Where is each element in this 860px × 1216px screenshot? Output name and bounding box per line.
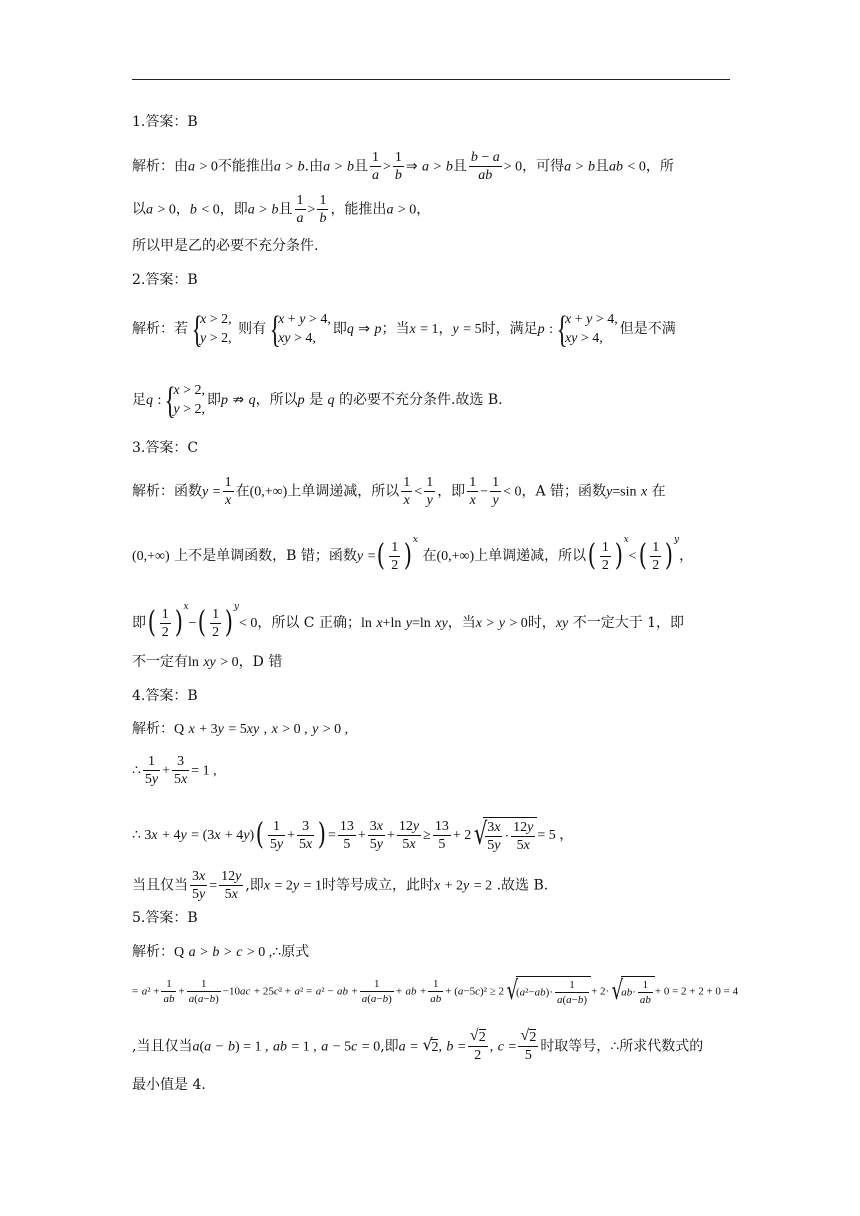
q1-line1: 解析：由a > 0不能推出a > b.由a > b且 $\frac{1}{a}$ > $\frac{1}{b}$ ⇒ a > b且 $\frac{b - a}{ab}$ > 0，可得a > b且ab < 0，所 bbox=[132, 150, 674, 183]
q5-line3: ,当且仅当a(a − b) = 1 , ab = 1 , a − 5c = 0,即a = √ 2, b = √ $\frac{2}{2}$ , c = √ $\frac{2}{5}$ 时取等号，∴所求代数式的 bbox=[132, 1029, 703, 1064]
q4-line2: ∴ $\frac{1}{5y}$ + $\frac{3}{5x}$ = 1 , bbox=[132, 754, 217, 787]
q2-line2: 足q : { x > 2, y > 2, 即p ⇏ q，所以p 是 q 的必要不充分条件.故选 B. bbox=[132, 381, 503, 419]
q1-line3: 所以甲是乙的必要不充分条件. bbox=[132, 238, 319, 254]
q2-answer: 2.答案：B bbox=[132, 272, 198, 288]
q3-line1: 解析：函数y = $\frac{1}{x}$ 在(0,+∞)上单调递减，所以 $\frac{1}{x}$ < $\frac{1}{y}$ ，即 $\frac{1}{x}$ − $\frac{1}{y}$ < 0，A 错；函数y=sin x 在 bbox=[132, 475, 666, 508]
q2-line1: 解析：若 { x > 2, y > 2, 则有 { x + y > 4, xy > 4, 即q ⇒ p；当x = 1，y = 5时，满足p : { x + y > 4, xy > 4, 但是不满 bbox=[132, 310, 676, 348]
q1-answer: 1.答案：B bbox=[132, 114, 198, 130]
q5-answer: 5.答案：B bbox=[132, 910, 198, 926]
q4-answer: 4.答案：B bbox=[132, 688, 198, 704]
header-rule bbox=[132, 79, 730, 80]
q5-line4: 最小值是 4. bbox=[132, 1077, 206, 1093]
q3-answer: 3.答案：C bbox=[132, 440, 199, 456]
q3-line3: 即( $\frac{1}{2}$ )$^x$−( $\frac{1}{2}$ )$^y$< 0，所以 C 正确；ln x+ln y=ln xy，当x > y > 0时，xy 不一定大于 1，即 bbox=[132, 602, 685, 640]
q3-line2: (0,+∞) 上不是单调函数，B 错；函数y =( $\frac{1}{2}$ )$^x$ 在(0,+∞)上单调递减，所以( $\frac{1}{2}$ )$^x$<( $\frac{1}{2}$ )$^y$， bbox=[132, 535, 694, 573]
q3-line4: 不一定有ln xy > 0，D 错 bbox=[132, 654, 283, 670]
q4-line4: 当且仅当 $\frac{3x}{5y}$ = $\frac{12y}{5x}$ ,即x = 2y = 1时等号成立，此时x + 2y = 2 .故选 B. bbox=[132, 869, 549, 902]
q5-line2: = a² + $\frac{1}{ab}$ + $\frac{1}{a(a-b)}$ −10ac + 25c² + a² = a² − ab + $\frac{1}{a(a-b)}$ + ab + $\frac{1}{ab}$ + (a−5c)² ≥ 2√ (a²−ab)· $\frac{1}{a(a-b)}$ + 2·√ ab· $\frac{1}{ab}$ + 0 = 2 + 2 + 0 = 4 bbox=[132, 976, 738, 1007]
q4-line1: 解析：Q x + 3y = 5xy , x > 0 , y > 0 , bbox=[132, 721, 349, 737]
q4-line3: ∴ 3x + 4y = (3x + 4y)( $\frac{1}{5y}$ + $\frac{3}{5x}$ ) = $\frac{13}{5}$ + $\frac{3x}{5y}$ + $\frac{12y}{5x}$ ≥ $\frac{13}{5}$ + 2 √ $\frac{3x}{5y}$ · $\frac{12y}{5x}$ = 5 ， bbox=[132, 815, 573, 855]
q5-line1: 解析：Q a > b > c > 0 ,∴原式 bbox=[132, 944, 310, 960]
q1-line2: 以a > 0，b < 0，即a > b且 $\frac{1}{a}$ > $\frac{1}{b}$ ，能推出a > 0， bbox=[132, 193, 431, 226]
